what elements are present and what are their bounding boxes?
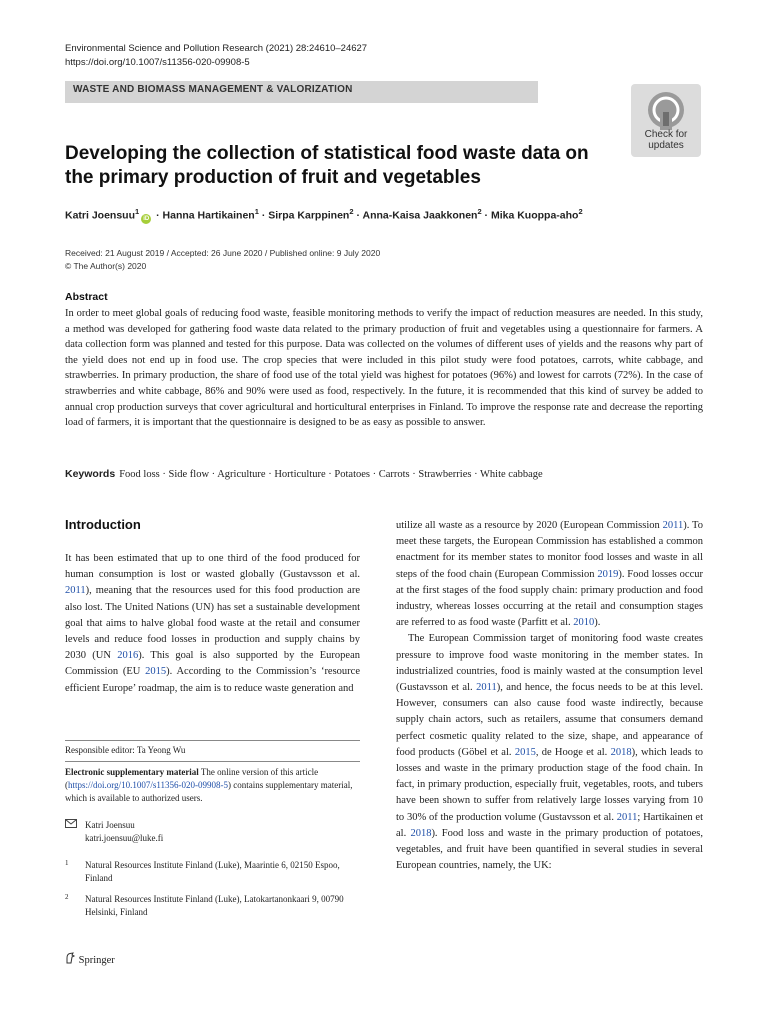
corresponding-email[interactable]: katri.joensuu@luke.fi	[85, 833, 164, 843]
journal-doi[interactable]: https://doi.org/10.1007/s11356-020-09908-5	[65, 57, 250, 68]
keywords	[65, 468, 705, 480]
journal-header	[65, 42, 367, 70]
affiliation-text: Natural Resources Institute Finland (Luke), Maarintie 6, 02150 Espoo, Finland	[85, 860, 340, 883]
body-text: ). To meet these targets, the European Commission has established a common enactment for its member states to monitor food losses and waste in all steps of the food chain (European Commission	[396, 520, 703, 580]
section-banner: WASTE AND BIOMASS MANAGEMENT & VALORIZATION	[65, 81, 538, 103]
body-text: utilize all waste as a resource by 2020 (European Commission	[396, 520, 663, 531]
abstract-text: In order to meet global goals of reducing food waste, feasible monitoring methods to verify the impact of reduction measures are needed. In this study, a method was developed for gathering food waste data related to the primary production of fruit and vegetables using a questionnaire for farmers. A data collection form was planned and tested for this purpose. Data was collected on the volumes of different uses of yields and the reasons why part of the yield does not end up in food use. The crop species that were included in this pilot study were food potatoes, carrots, white cabbage, and strawberries. In primary production, the share of food use of the total yield was highest for potatoes (96%) and lowest for carrots (72%). In the case of strawberries and white cabbage, 86% and 90% were used as food, respectively. In the future, it is recommended that this kind of survey be added to annual crop production surveys that cover agricultural and horticultural enterprises in Finland. To improve the response rate and decrease the reporting load of farmers, it is important that the questionnaire is designed to be as easy as possible to answer.	[65, 308, 703, 429]
citation-link[interactable]: 2018	[410, 827, 432, 839]
crossmark-icon	[646, 90, 686, 130]
supplementary-pre: The online version of this article (	[65, 767, 319, 790]
affiliation-2	[65, 893, 360, 919]
citation-link[interactable]: 2011	[662, 520, 684, 531]
citation-link[interactable]: 2016	[117, 650, 139, 662]
springer-horse-icon	[65, 952, 76, 964]
body-text: ), and hence, the focus needs to be at this level. However, consumers can also cause food waste indirectly, because supply chain actors, such as retailers, assume that consumers demand perfect cosmetic quality related to the size, shape, and appearance of food products (Göbel et al.	[396, 682, 703, 758]
body-text: The European Commission target of monitoring food waste creates pressure to improve food waste monitoring in the member states. In industrialized countries, food is mainly wasted at the consumption level (Gustavsson et al.	[396, 633, 703, 694]
first-page-footnotes	[65, 740, 360, 919]
body-text: ), which leads to losses and waste in the primary production stage of the food chain. In fact, in primary production, especially fruit, vegetables, roots, and tubers have been shown to suffer from relatively large losses varying from 10 to 30% of the production volume (Gustavsson et al.	[396, 746, 703, 823]
introduction-heading: Introduction	[65, 517, 141, 532]
citation-link[interactable]: 2011	[476, 682, 497, 694]
body-text: ). This goal is also supported by the European Commission (EU	[65, 650, 360, 678]
citation-link[interactable]: 2011	[616, 811, 638, 823]
body-text: It has been estimated that up to one third of the food produced for human consumption is lost or wasted globally (Gustavsson et al.	[65, 553, 360, 581]
body-text: , de Hooge et al.	[535, 746, 611, 758]
affiliation-text: Natural Resources Institute Finland (Luke), Latokartanonkaari 9, 00790 Helsinki, Finland	[85, 894, 344, 917]
supplementary-label: Electronic supplementary material	[65, 767, 199, 777]
author-affiliation-sup: 1	[135, 207, 140, 216]
affiliation-1	[65, 859, 360, 885]
author-separator: ·	[353, 209, 363, 222]
author-name[interactable]: Sirpa Karppinen	[268, 209, 350, 222]
left-column	[65, 517, 360, 697]
envelope-icon	[65, 819, 77, 828]
body-text: ), meaning that the resources used for this food production are also lost. The United Nations (UN) has set a sustainable development goal that aims to halve global food waste at the retail and consumer levels and reduce food losses in production and supply chains by 2030 (UN	[65, 585, 360, 662]
publication-dates	[65, 247, 380, 273]
keywords-label: Keywords	[65, 468, 116, 480]
affiliation-number: 2	[65, 893, 69, 901]
intro-paragraph-right-1	[396, 518, 703, 631]
author-name[interactable]: Hanna Hartikainen	[162, 209, 255, 222]
author-name[interactable]: Mika Kuoppa-aho	[490, 209, 579, 222]
publisher-name: Springer	[78, 955, 115, 966]
supplementary-note	[65, 766, 360, 805]
crossmark-line-2: updates	[648, 140, 684, 151]
affiliation-number: 1	[65, 859, 69, 867]
orcid-icon[interactable]: iD	[143, 215, 150, 222]
citation-link[interactable]: 2015	[145, 666, 167, 678]
body-text: ). Food losses occur at the first stages of the food supply chain: primary production and food industry, whereas losses occurring at the retail and consumption stages are referred to as food waste (Parfitt et al.	[396, 568, 703, 629]
author-name[interactable]: Anna-Kaisa Jaakkonen	[362, 209, 478, 222]
copyright-line: © The Author(s) 2020	[65, 261, 147, 271]
body-text: ).	[594, 617, 601, 629]
intro-paragraph-left	[65, 551, 360, 697]
crossmark-line-1: Check for	[644, 129, 688, 140]
citation-link[interactable]: 2015	[514, 746, 536, 758]
check-for-updates-badge[interactable]	[631, 84, 701, 157]
citation-link[interactable]: 2019	[597, 568, 619, 580]
journal-citation: Environmental Science and Pollution Research (2021) 28:24610–24627	[65, 43, 368, 54]
citation-link[interactable]: 2010	[573, 617, 595, 629]
author-separator: ·	[258, 209, 269, 222]
abstract-heading: Abstract	[65, 291, 108, 303]
responsible-editor: Responsible editor: Ta Yeong Wu	[65, 744, 360, 762]
author-list	[65, 207, 705, 224]
author-affiliation-sup: 2	[477, 207, 482, 216]
body-text: ). Food loss and waste in the primary production of potatoes, vegetables, and fruit have been quantified in several studies in several European countries, namely, the UK:	[396, 827, 703, 872]
citation-link[interactable]: 2018	[610, 746, 632, 758]
body-text: ; Hartikainen et al.	[396, 811, 704, 839]
corresponding-author	[65, 819, 360, 845]
author-name[interactable]: Katri Joensuu	[65, 209, 136, 222]
supplementary-link[interactable]: https://doi.org/10.1007/s11356-020-09908-5	[68, 780, 229, 790]
body-text: ). According to the Commission’s ‘resource efficient Europe’ roadmap, the aim is to reduce waste generation and	[65, 666, 361, 694]
supplementary-post: ) contains supplementary material, which is available to authorized users.	[65, 780, 353, 803]
keywords-text: Food loss · Side flow · Agriculture · Horticulture · Potatoes · Carrots · Strawberries · White cabbage	[119, 469, 543, 480]
intro-paragraph-right-2	[396, 631, 703, 874]
right-column	[396, 518, 703, 874]
dates-line: Received: 21 August 2019 / Accepted: 26 June 2020 / Published online: 9 July 2020	[65, 248, 381, 258]
author-affiliation-sup: 1	[254, 207, 259, 216]
corresponding-name: Katri Joensuu	[85, 820, 135, 830]
author-separator: ·	[481, 209, 491, 222]
article-title: Developing the collection of statistical food waste data on the primary production of fruit and vegetables	[65, 143, 589, 188]
author-affiliation-sup: 2	[349, 207, 354, 216]
citation-link[interactable]: 2011	[65, 585, 86, 597]
author-affiliation-sup: 2	[578, 207, 583, 216]
publisher-logo	[65, 952, 115, 966]
author-separator: ·	[153, 209, 163, 222]
